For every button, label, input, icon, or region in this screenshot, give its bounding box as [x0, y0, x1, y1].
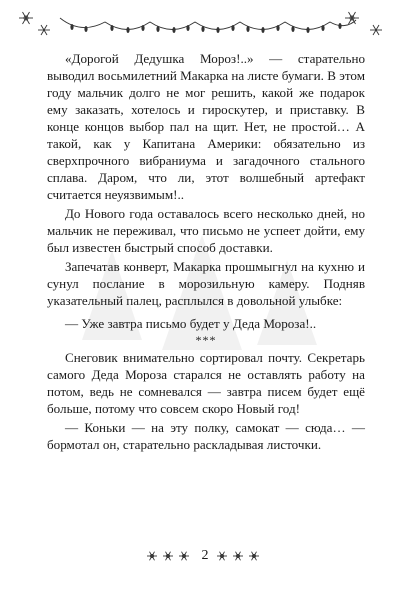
paragraph: Снеговик внимательно сортировал почту. Секретарь самого Деда Мороза старался не оставлять работу на потом, ведь не сомневался — завтра писем будет ещё больше, потому что совсем скоро Новый год!: [47, 350, 365, 416]
garland-header: [0, 0, 403, 46]
paragraph: До Нового года оставалось всего несколько дней, но мальчик не переживал, что письмо не успеет дойти, ему был известен быстрый способ доставки.: [47, 206, 365, 255]
snowflake-icon: [19, 12, 382, 35]
page-number: 2: [201, 548, 209, 563]
section-separator: ***: [195, 333, 217, 347]
paragraph: «Дорогой Дедушка Мороз!..» — старательно выводил восьмилетний Макарка на листе бумаги. В этом году мальчик долго не мог решить, какой же подарок ему заказать, хотелось и гироскутер, и приставку. В конце концов выбор пал на щит. Нет, не простой… А такой, как у Капитана Америки: обязательно из сверхпрочного вибраниума и загадочного стального сплава. Даром, что ли, этот волшебный артефакт считается неуязвимым!..: [47, 51, 365, 202]
paragraph: Запечатав конверт, Макарка прошмыгнул на кухню и сунул послание в морозильную камеру. Подняв указательный палец, расплылся в довольной улыбке:: [47, 259, 365, 308]
story-text: [47, 50, 365, 453]
dialogue-line: — Коньки — на эту полку, самокат — сюда… — бормотал он, старательно раскладывая листочки.: [47, 420, 365, 452]
dialogue-line: — Уже завтра письмо будет у Деда Мороза!..: [65, 316, 317, 331]
